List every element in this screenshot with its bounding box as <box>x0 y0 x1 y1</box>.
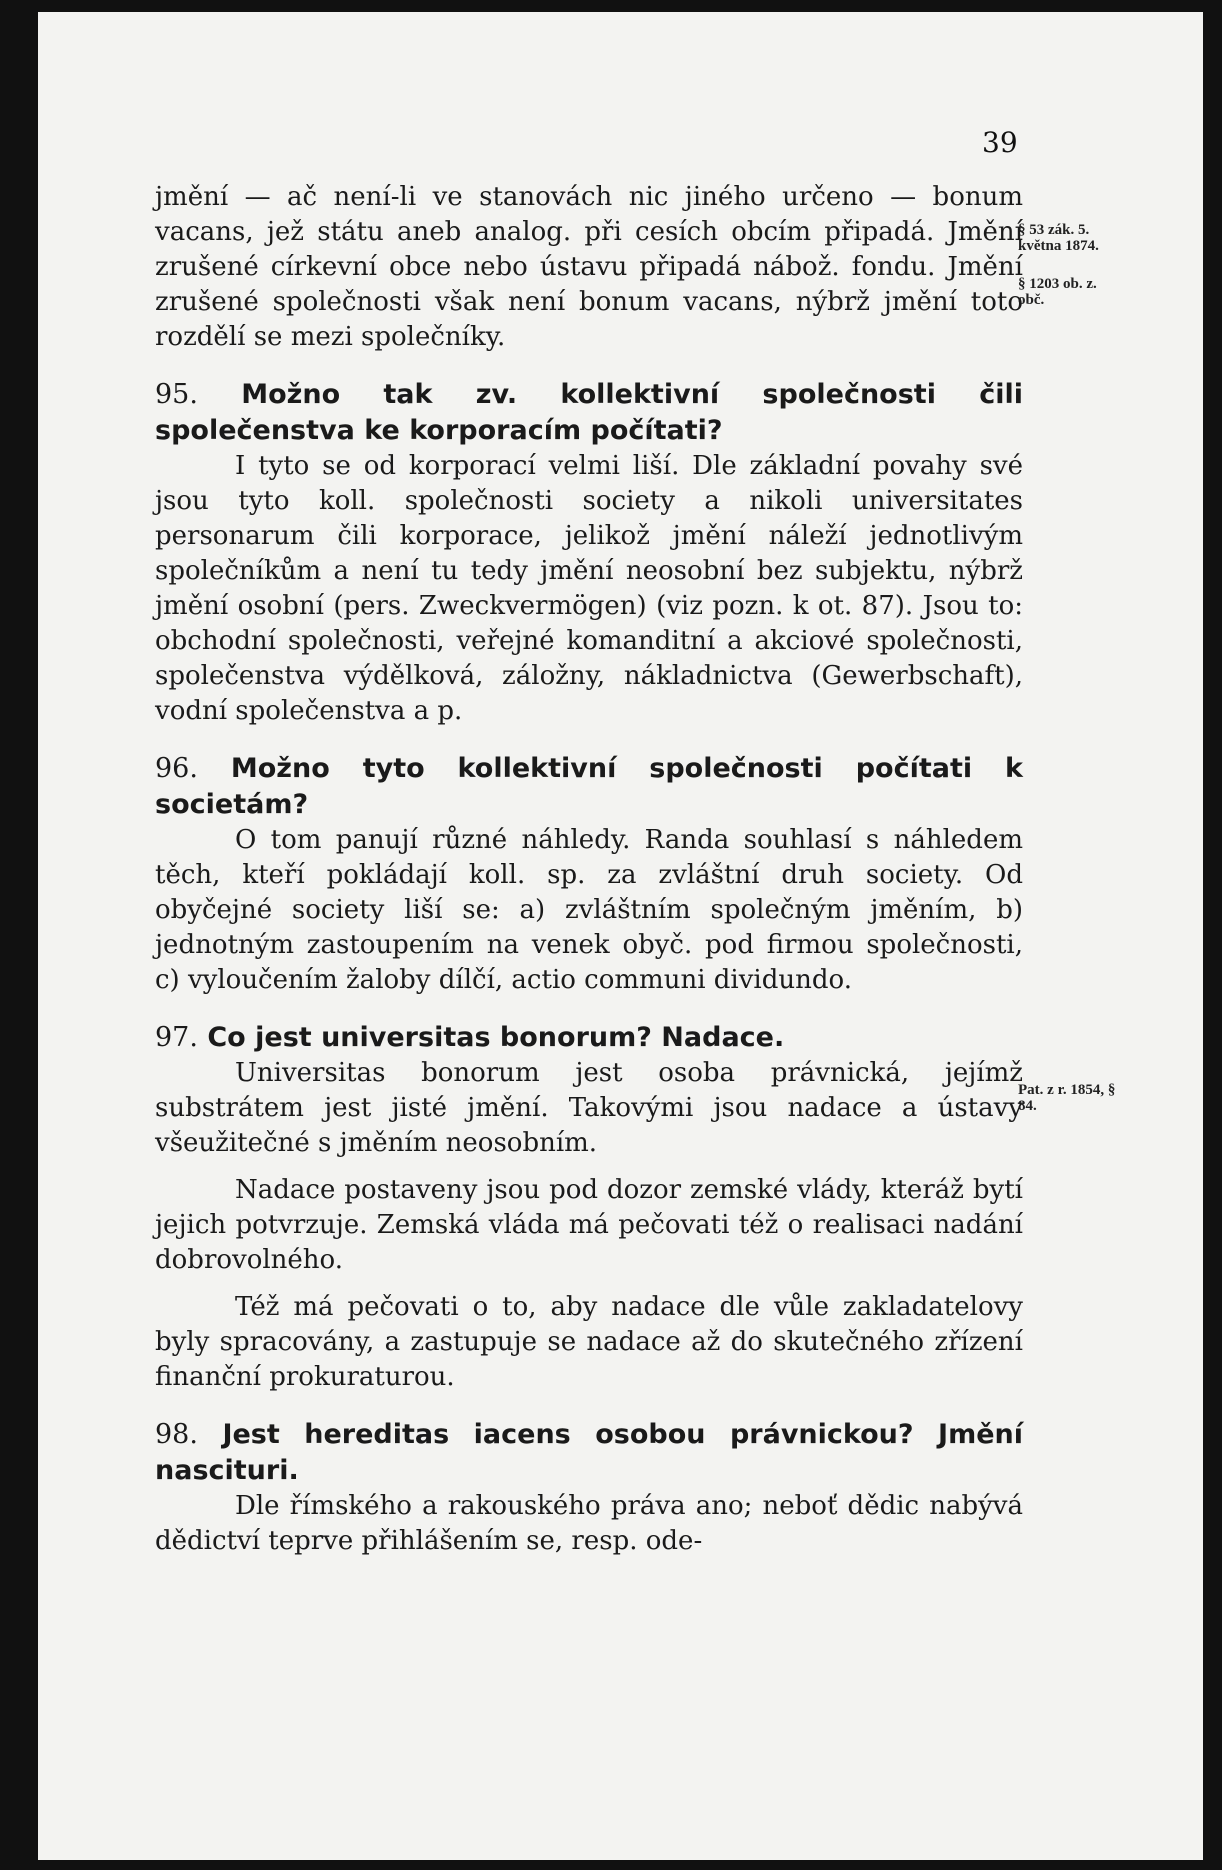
paragraph: I tyto se od korporací velmi liší. Dle základní povahy své jsou tyto koll. společnosti society a nikoli universitates personarum čili korporace, jelikož jmění náleží jednotlivým společníkům a není tu tedy jmění neosobní bez subjektu, nýbrž jmění osobní (pers. Zweckvermögen) (viz pozn. k ot. 87). Jsou to: obchodní společnosti, veřejné komanditní a akciové společnosti, společenstva výdělková, záložny, nákladnictva (Gewerbschaft), vodní společenstva a p. <box>155 451 1023 726</box>
paragraph: O tom panují různé náhledy. Randa souhlasí s náhledem těch, kteří pokládají koll. sp. za zvláštní druh society. Od obyčejné society liší se: a) zvláštním společným jměním, b) jednotným zastoupením na venek obyč. pod firmou společnosti, c) vyloučením žaloby dílčí, actio communi dividundo. <box>155 825 1023 995</box>
paragraph: Nadace postaveny jsou pod dozor zemské vlády, kteráž bytí jejich potvrzuje. Zemská vláda má pečovati též o realisaci nadání dobrovolného. <box>155 1175 1023 1275</box>
paragraph: Též má pečovati o to, aby nadace dle vůle zakladatelovy byly spracovány, a zastupuje se nadace až do skutečného zřízení finanční prokuraturou. <box>155 1292 1023 1392</box>
page-number: 39 <box>982 126 1018 159</box>
margin-note-1: § 53 zák. 5. května 1874. <box>1018 222 1099 254</box>
paragraph: Dle římského a rakouského práva ano; neboť dědic nabývá dědictví teprve přihlášením se, resp. ode- <box>155 1491 1023 1556</box>
paragraph: jmění — ač není-li ve stanovách nic jiného určeno — bonum vacans, jež státu aneb analog. při cesích obcím připadá. Jmění zrušené církevní obce nebo ústavu připadá nábož. fondu. Jmění zrušené společnosti však není bonum vacans, nýbrž jmění toto rozdělí se mezi společníky. <box>155 182 1023 352</box>
question-heading-96: 96. Možno tyto kollektivní společnosti počítati k societám? <box>155 753 1023 820</box>
margin-note-2: § 1203 ob. z. obč. <box>1018 276 1097 308</box>
question-heading-95: 95. Možno tak zv. kollektivní společnosti čili společenstva ke korporacím počítati? <box>155 379 1023 446</box>
question-heading-97: 97. Co jest universitas bonorum? Nadace. <box>155 1022 785 1053</box>
margin-note-3: Pat. z r. 1854, § 84. <box>1018 1082 1116 1114</box>
question-heading-98: 98. Jest hereditas iacens osobou právnickou? Jmění nascituri. <box>155 1419 1024 1486</box>
paragraph: Universitas bonorum jest osoba právnická, jejímž substrátem jest jisté jmění. Takovými jsou nadace a ústavy všeužitečné s jměním neosobním. <box>155 1058 1023 1158</box>
body-text <box>155 180 1023 1559</box>
